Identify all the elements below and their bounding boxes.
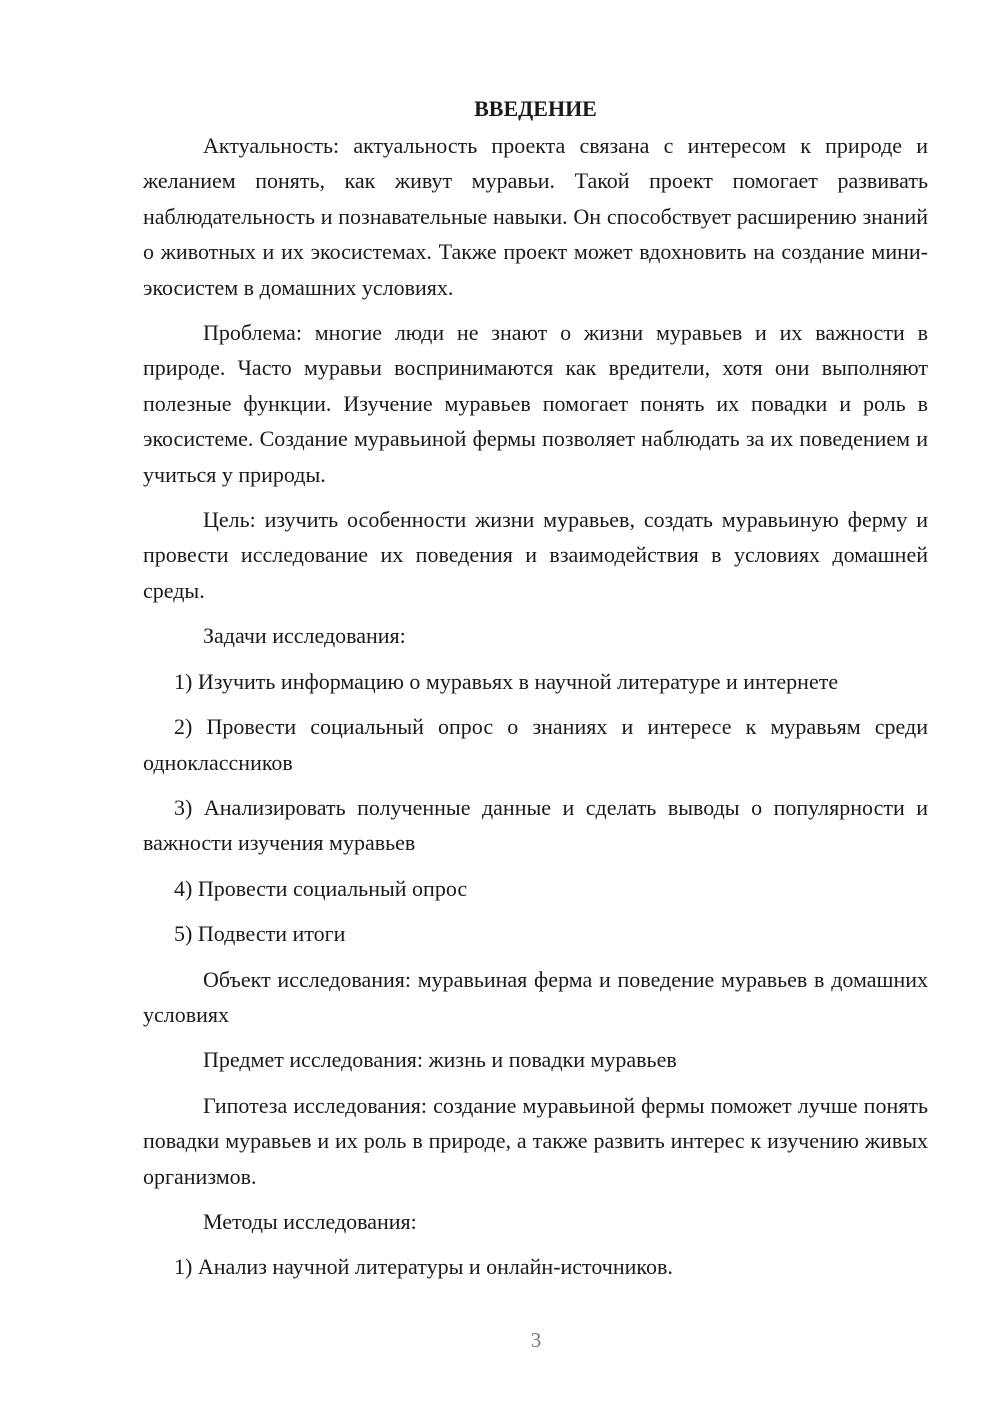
paragraph-goal: Цель: изучить особенности жизни муравьев, создать муравьиную ферму и провести исследование их поведения и взаимодействия в условиях домашней среды. bbox=[143, 507, 928, 603]
page-number: 3 bbox=[530, 1328, 542, 1352]
task-item: 3) Анализировать полученные данные и сделать выводы о популярности и важности изучения муравьев bbox=[143, 794, 928, 856]
paragraph-hypothesis: Гипотеза исследования: создание муравьиной фермы поможет лучше понять повадки муравьев и их роль в природе, а также развить интерес к изучению живых организмов. bbox=[143, 1092, 928, 1189]
paragraph-subject: Предмет исследования: жизнь и повадки муравьев bbox=[203, 1047, 677, 1073]
paragraph-object: Объект исследования: муравьиная ферма и поведение муравьев в домашних условиях bbox=[143, 966, 928, 1027]
paragraph-problem: Проблема: многие люди не знают о жизни муравьев и их важности в природе. Часто муравьи воспринимаются как вредители, хотя они выполняют полезные функции. Изучение муравьев помогает понять их повадки и роль в экосистеме. Создание муравьиной фермы позволяет наблюдать за их поведением и учиться у природы. bbox=[143, 320, 928, 487]
section-title: ВВЕДЕНИЕ bbox=[474, 96, 597, 121]
task-item: 1) Изучить информацию о муравьях в научной литературе и интернете bbox=[174, 668, 839, 694]
paragraph-relevance: Актуальность: актуальность проекта связана с интересом к природе и желанием понять, как живут муравьи. Такой проект помогает развивать наблюдательность и познавательные навыки. Он способствует расширению знаний о животных и их экосистемах. Также проект может вдохновить на создание мини-экосистем в домашних условиях. bbox=[143, 133, 928, 300]
paragraph-methods-heading: Методы исследования: bbox=[203, 1208, 417, 1234]
task-item: 4) Провести социальный опрос bbox=[174, 875, 468, 901]
paragraph-tasks-heading: Задачи исследования: bbox=[203, 623, 406, 649]
task-item: 5) Подвести итоги bbox=[174, 921, 346, 947]
method-item: 1) Анализ научной литературы и онлайн-источников. bbox=[174, 1254, 673, 1280]
task-item: 2) Провести социальный опрос о знаниях и интересе к муравьям среди одноклассников bbox=[143, 714, 928, 775]
page-content bbox=[143, 91, 928, 1295]
